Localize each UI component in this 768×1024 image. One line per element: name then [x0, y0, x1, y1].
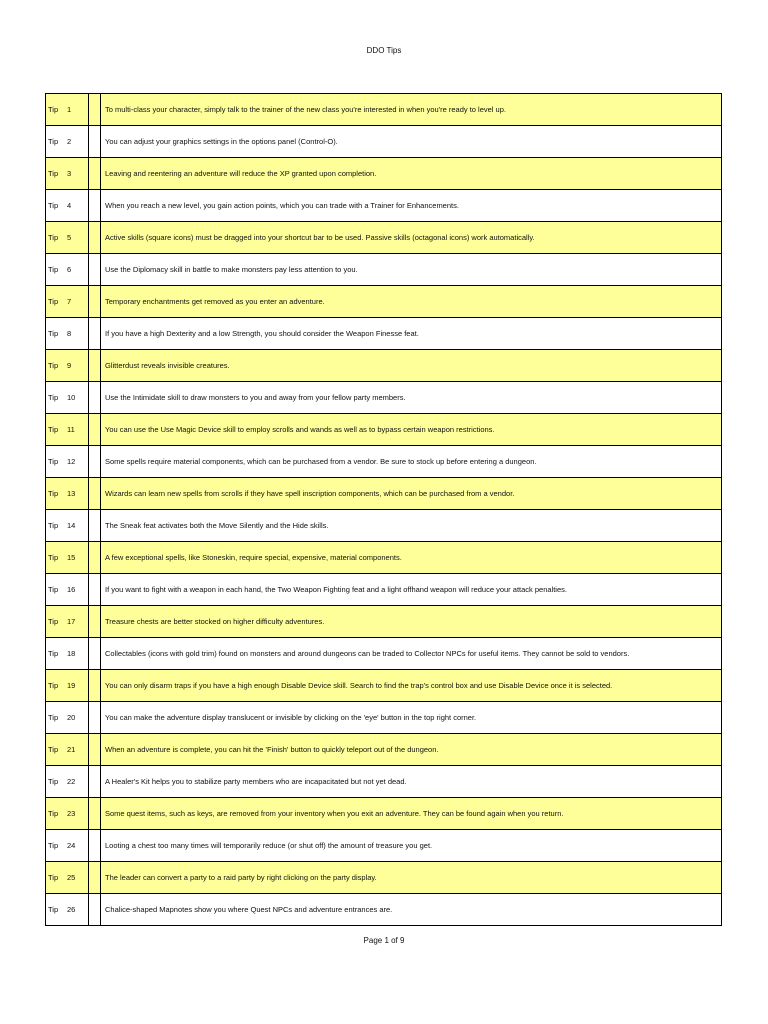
tip-prefix: Tip	[48, 168, 59, 178]
tip-text: To multi-class your character, simply talk to the trainer of the new class you're interested in when you're ready to level up.	[101, 94, 722, 126]
tip-row	[46, 606, 722, 638]
tip-number: 12	[67, 456, 76, 466]
tip-number: 17	[67, 616, 76, 626]
tip-label-cell	[46, 510, 89, 542]
tip-row	[46, 446, 722, 478]
tip-label-cell	[46, 126, 89, 158]
tip-spacer-cell	[89, 158, 101, 190]
tip-text: When you reach a new level, you gain action points, which you can trade with a Trainer for Enhancements.	[101, 190, 722, 222]
tip-spacer-cell	[89, 254, 101, 286]
tip-spacer-cell	[89, 510, 101, 542]
tip-label-cell	[46, 254, 89, 286]
tip-label-cell	[46, 158, 89, 190]
tip-text: Use the Diplomacy skill in battle to make monsters pay less attention to you.	[101, 254, 722, 286]
tip-text: Some spells require material components, which can be purchased from a vendor. Be sure to stock up before entering a dungeon.	[101, 446, 722, 478]
tip-text: Temporary enchantments get removed as you enter an adventure.	[101, 286, 722, 318]
tip-number: 5	[67, 232, 72, 242]
page-number: Page 1 of 9	[363, 936, 405, 945]
tip-label-cell	[46, 286, 89, 318]
tip-prefix: Tip	[48, 744, 59, 754]
tip-row	[46, 702, 722, 734]
tip-label-cell	[46, 734, 89, 766]
tip-row	[46, 286, 722, 318]
tip-row	[46, 510, 722, 542]
tip-spacer-cell	[89, 894, 101, 926]
tip-prefix: Tip	[48, 104, 59, 114]
tip-prefix: Tip	[48, 712, 59, 722]
tip-text: A Healer's Kit helps you to stabilize party members who are incapacitated but not yet dead.	[101, 766, 722, 798]
tip-spacer-cell	[89, 542, 101, 574]
tip-spacer-cell	[89, 606, 101, 638]
tip-label-cell	[46, 894, 89, 926]
tip-number: 2	[67, 136, 72, 146]
tip-row	[46, 382, 722, 414]
tip-prefix: Tip	[48, 488, 59, 498]
tip-spacer-cell	[89, 350, 101, 382]
tip-label-cell	[46, 798, 89, 830]
tip-prefix: Tip	[48, 808, 59, 818]
tip-number: 24	[67, 840, 76, 850]
tip-text: The leader can convert a party to a raid party by right clicking on the party display.	[101, 862, 722, 894]
tip-spacer-cell	[89, 830, 101, 862]
tip-row	[46, 894, 722, 926]
tip-spacer-cell	[89, 318, 101, 350]
tip-text: Treasure chests are better stocked on higher difficulty adventures.	[101, 606, 722, 638]
tip-row	[46, 478, 722, 510]
tip-label-cell	[46, 702, 89, 734]
tip-number: 19	[67, 680, 76, 690]
tip-spacer-cell	[89, 94, 101, 126]
tip-spacer-cell	[89, 382, 101, 414]
tip-row	[46, 574, 722, 606]
tip-text: Chalice-shaped Mapnotes show you where Quest NPCs and adventure entrances are.	[101, 894, 722, 926]
page-title: DDO Tips	[366, 46, 402, 55]
tip-spacer-cell	[89, 702, 101, 734]
tip-prefix: Tip	[48, 648, 59, 658]
tip-spacer-cell	[89, 222, 101, 254]
tip-label-cell	[46, 862, 89, 894]
tip-row	[46, 830, 722, 862]
tip-text: Looting a chest too many times will temporarily reduce (or shut off) the amount of treasure you get.	[101, 830, 722, 862]
tip-text: A few exceptional spells, like Stoneskin, require special, expensive, material components.	[101, 542, 722, 574]
tip-label-cell	[46, 414, 89, 446]
tip-spacer-cell	[89, 638, 101, 670]
tips-table	[45, 93, 722, 926]
tip-prefix: Tip	[48, 424, 59, 434]
tip-spacer-cell	[89, 190, 101, 222]
tip-text: Wizards can learn new spells from scrolls if they have spell inscription components, which can be purchased from a vendor.	[101, 478, 722, 510]
tip-prefix: Tip	[48, 616, 59, 626]
tip-prefix: Tip	[48, 776, 59, 786]
tip-label-cell	[46, 606, 89, 638]
tip-text: You can use the Use Magic Device skill to employ scrolls and wands as well as to bypass certain weapon restrictions.	[101, 414, 722, 446]
tip-row	[46, 734, 722, 766]
tip-spacer-cell	[89, 798, 101, 830]
tip-number: 14	[67, 520, 76, 530]
tip-number: 22	[67, 776, 76, 786]
tip-row	[46, 126, 722, 158]
tip-number: 6	[67, 264, 72, 274]
tip-label-cell	[46, 190, 89, 222]
tip-prefix: Tip	[48, 328, 59, 338]
tip-label-cell	[46, 446, 89, 478]
tip-number: 10	[67, 392, 76, 402]
tip-number: 23	[67, 808, 76, 818]
tip-number: 15	[67, 552, 76, 562]
tip-spacer-cell	[89, 574, 101, 606]
tip-prefix: Tip	[48, 904, 59, 914]
tip-spacer-cell	[89, 446, 101, 478]
tip-number: 20	[67, 712, 76, 722]
tip-text: Glitterdust reveals invisible creatures.	[101, 350, 722, 382]
tip-text: You can only disarm traps if you have a high enough Disable Device skill. Search to find the trap's control box and use Disable Device once it is selected.	[101, 670, 722, 702]
tip-prefix: Tip	[48, 232, 59, 242]
tip-spacer-cell	[89, 126, 101, 158]
tip-number: 9	[67, 360, 72, 370]
tip-number: 18	[67, 648, 76, 658]
tip-row	[46, 158, 722, 190]
tip-row	[46, 766, 722, 798]
tip-row	[46, 670, 722, 702]
tip-spacer-cell	[89, 766, 101, 798]
tip-row	[46, 542, 722, 574]
tip-number: 1	[67, 104, 72, 114]
tip-row	[46, 94, 722, 126]
tip-spacer-cell	[89, 670, 101, 702]
tip-prefix: Tip	[48, 584, 59, 594]
tip-label-cell	[46, 94, 89, 126]
tip-label-cell	[46, 350, 89, 382]
tip-prefix: Tip	[48, 296, 59, 306]
tip-label-cell	[46, 542, 89, 574]
tip-number: 13	[67, 488, 76, 498]
tip-row	[46, 414, 722, 446]
tip-label-cell	[46, 638, 89, 670]
tip-row	[46, 862, 722, 894]
tip-spacer-cell	[89, 478, 101, 510]
tip-prefix: Tip	[48, 200, 59, 210]
tip-spacer-cell	[89, 414, 101, 446]
tip-label-cell	[46, 766, 89, 798]
tip-label-cell	[46, 382, 89, 414]
tip-text: You can make the adventure display translucent or invisible by clicking on the 'eye' button in the top right corner.	[101, 702, 722, 734]
tip-text: When an adventure is complete, you can hit the 'Finish' button to quickly teleport out of the dungeon.	[101, 734, 722, 766]
tip-prefix: Tip	[48, 680, 59, 690]
tip-row	[46, 254, 722, 286]
tip-text: If you want to fight with a weapon in each hand, the Two Weapon Fighting feat and a light offhand weapon will reduce your attack penalties.	[101, 574, 722, 606]
tip-prefix: Tip	[48, 872, 59, 882]
tip-text: The Sneak feat activates both the Move Silently and the Hide skills.	[101, 510, 722, 542]
tip-text: Active skills (square icons) must be dragged into your shortcut bar to be used. Passive skills (octagonal icons) work automatically.	[101, 222, 722, 254]
tip-prefix: Tip	[48, 456, 59, 466]
tip-number: 8	[67, 328, 72, 338]
tip-text: Collectables (icons with gold trim) found on monsters and around dungeons can be traded to Collector NPCs for useful items. They cannot be sold to vendors.	[101, 638, 722, 670]
tip-spacer-cell	[89, 862, 101, 894]
tip-text: You can adjust your graphics settings in the options panel (Control-O).	[101, 126, 722, 158]
tip-row	[46, 318, 722, 350]
tip-spacer-cell	[89, 734, 101, 766]
tip-number: 25	[67, 872, 76, 882]
tip-row	[46, 350, 722, 382]
tip-prefix: Tip	[48, 136, 59, 146]
tip-spacer-cell	[89, 286, 101, 318]
tip-number: 21	[67, 744, 76, 754]
tip-number: 16	[67, 584, 76, 594]
tip-label-cell	[46, 574, 89, 606]
tip-number: 11	[67, 424, 75, 434]
tip-label-cell	[46, 830, 89, 862]
tip-number: 7	[67, 296, 72, 306]
tip-row	[46, 638, 722, 670]
tip-prefix: Tip	[48, 264, 59, 274]
tip-prefix: Tip	[48, 840, 59, 850]
tip-prefix: Tip	[48, 552, 59, 562]
tip-row	[46, 798, 722, 830]
tip-text: Leaving and reentering an adventure will reduce the XP granted upon completion.	[101, 158, 722, 190]
tip-text: Use the Intimidate skill to draw monsters to you and away from your fellow party members.	[101, 382, 722, 414]
tip-label-cell	[46, 318, 89, 350]
tip-prefix: Tip	[48, 520, 59, 530]
tip-number: 4	[67, 200, 72, 210]
tip-row	[46, 222, 722, 254]
tip-number: 26	[67, 904, 76, 914]
tip-label-cell	[46, 670, 89, 702]
tip-number: 3	[67, 168, 72, 178]
tip-text: Some quest items, such as keys, are removed from your inventory when you exit an adventure. They can be found again when you return.	[101, 798, 722, 830]
tip-row	[46, 190, 722, 222]
tip-label-cell	[46, 478, 89, 510]
tip-text: If you have a high Dexterity and a low Strength, you should consider the Weapon Finesse feat.	[101, 318, 722, 350]
tip-prefix: Tip	[48, 360, 59, 370]
tip-label-cell	[46, 222, 89, 254]
tip-prefix: Tip	[48, 392, 59, 402]
